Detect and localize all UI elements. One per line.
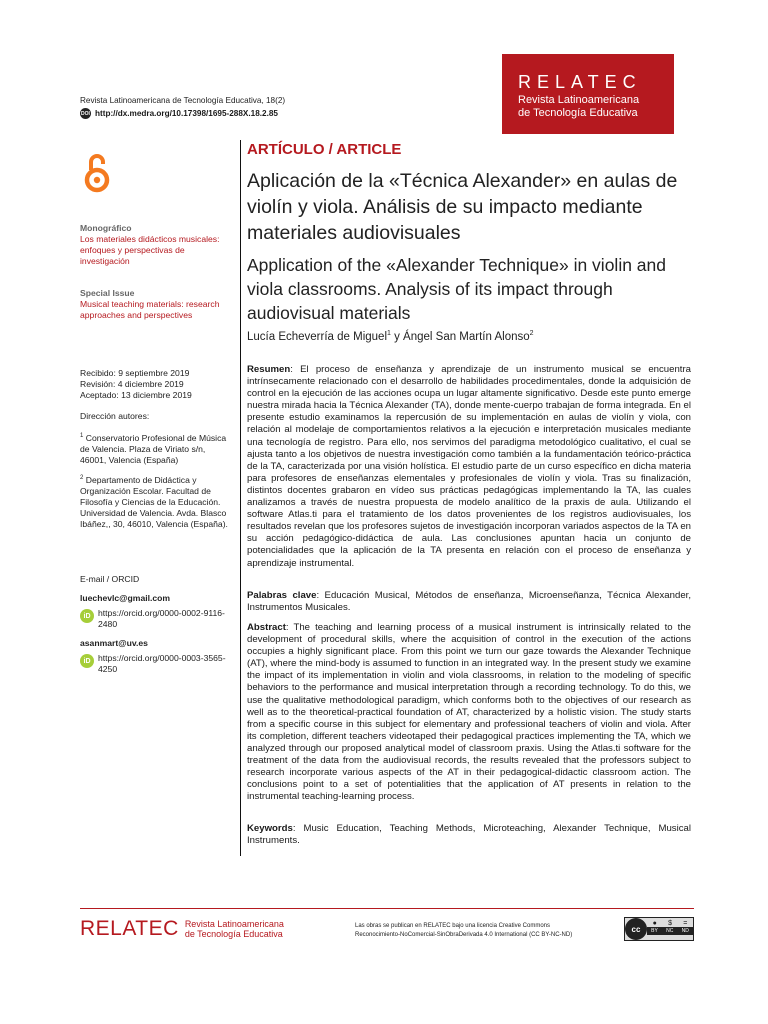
author-1: Lucía Echeverría de Miguel	[247, 330, 387, 343]
sidebar-contacts	[80, 574, 232, 675]
monografico-label: Monográfico	[80, 223, 132, 233]
palabras-clave	[247, 590, 691, 614]
relatec-logo	[502, 54, 674, 134]
footer-subtitle-1: Revista Latinoamericana	[184, 919, 284, 929]
author-2: Ángel San Martín Alonso	[403, 330, 530, 343]
creative-commons-icon[interactable]: cc ● $ = BY NC ND	[624, 917, 694, 941]
resumen-label: Resumen	[247, 364, 291, 375]
logo-brand: RELATEC	[518, 72, 642, 92]
doi-line[interactable]	[80, 108, 278, 119]
doi-link[interactable]: http://dx.medra.org/10.17398/1695-288X.18.2.85	[95, 109, 278, 118]
license-text: Las obras se publican en RELATEC bajo una licencia Creative Commons Reconocimiento-NoComercial-SinObraDerivada 4.0 International (CC BY-NC-ND)	[355, 923, 573, 938]
address-label: Dirección autores:	[80, 411, 150, 421]
keywords-text: : Music Education, Teaching Methods, Microteaching, Alexander Technique, Musical Instruments.	[247, 823, 691, 847]
footer-logo	[80, 917, 284, 941]
footer-divider	[80, 908, 694, 909]
special-issue-label: Special Issue	[80, 288, 135, 298]
accepted-date: Aceptado: 13 diciembre 2019	[80, 390, 192, 400]
orcid-1-row[interactable]	[80, 608, 232, 630]
sidebar-monografico	[80, 223, 232, 267]
resumen-text: : El proceso de enseñanza y aprendizaje de un instrumento musical se encuentra intrínsecamente relacionado con el desarrollo de habilidades procedimentales, donde la adquisición de control en la ejecución de las acciones ocupa un lugar altamente significativo. Desde este punto emerge nuestra mirada hacia la Técnica Alexander (TA), donde mente-cuerpo trabajan de forma integrada. En el presente estudio examinamos la repercusión de su implementación en aulas de violín y viola, con relación al modelaje de comportamientos relativos a la ejecución e interpretación musicales mediante una tecnología de registro. Para ello, nos servimos del paradigma metodológico cualitativo, el cual se ajusta tanto a los objetivos de nuestra investigación como también a la fundamentación teórico-práctica de la TA, caracterizada por una visión holística. El estudio parte de un curso específico en dicha materia para profesores de enseñanzas elementales y profesionales de violín y viola. Tras su finalización, distintos docentes grabaron en vídeo sus prácticas pedagógicas implementando la TA, las cuales analizamos a través de nuestra propuesta de modelo analítico de la praxis de aula. Utilizando el software Atlas.ti para el tratamiento de los datos provenientes de los registros audiovisuales, los resultados revelan que los profesores sujetos de investigación incorporan variados aspectos de la TA en su acción pedagógico-didáctica de aula. Las conclusiones apuntan hacia un conjunto de potencialidades que la aplicación de la TA presenta en relación con el proceso de enseñanza y aprendizaje instrumental.	[247, 364, 691, 569]
abstract	[247, 622, 691, 803]
email-orcid-label: E-mail / ORCID	[80, 574, 140, 584]
orcid-2-row[interactable]	[80, 653, 232, 675]
email-1[interactable]: luechevlc@gmail.com	[80, 593, 171, 603]
authors: Lucía Echeverría de Miguel$^1$ y Ángel San Martín Alonso$^2$	[247, 330, 534, 343]
keywords-label: Keywords	[247, 823, 293, 834]
special-issue-text: Musical teaching materials: research approaches and perspectives	[80, 299, 220, 320]
sidebar-addresses	[80, 411, 232, 530]
column-divider	[240, 140, 241, 856]
email-2[interactable]: asanmart@uv.es	[80, 638, 148, 648]
article-type: ARTÍCULO / ARTICLE	[247, 141, 402, 158]
logo-subtitle-2: de Tecnología Educativa	[518, 107, 638, 119]
palabras-clave-label: Palabras clave	[247, 590, 317, 601]
received-date: Recibido: 9 septiembre 2019	[80, 368, 190, 378]
orcid-1-link[interactable]: https://orcid.org/0000-0002-9116-2480	[98, 608, 225, 629]
footer-brand: RELATEC	[80, 917, 179, 940]
title-spanish: Aplicación de la «Técnica Alexander» en aulas de violín y viola. Análisis de su impacto mediante materiales audiovisuales	[247, 170, 678, 244]
palabras-clave-text: : Educación Musical, Métodos de enseñanza, Microenseñanza, Técnica Alexander, Instrumentos Musicales.	[247, 590, 691, 614]
orcid-2-link[interactable]: https://orcid.org/0000-0003-3565-4250	[98, 653, 226, 674]
orcid-icon: iD	[80, 609, 94, 623]
monografico-text: Los materiales didácticos musicales: enfoques y perspectivas de investigación	[80, 234, 220, 266]
address-1: $^1$ Conservatorio Profesional de Música de Valencia. Plaza de Viriato s/n, 46001, Valencia (España)	[80, 432, 227, 465]
sidebar-dates	[80, 368, 232, 401]
abstract-label: Abstract	[247, 622, 286, 633]
address-2: $^2$ Departamento de Didáctica y Organización Escolar. Facultad de Filosofía y Ciencias de la Educación. Universidad de Valencia. Avda. Blasco Ibáñez,, 30, 46010, Valencia (España).	[80, 474, 228, 529]
footer-subtitle-2: de Tecnología Educativa	[184, 929, 283, 939]
title-english: Application of the «Alexander Technique» in violin and viola classrooms. Analysis of its impact through audiovisual materials	[247, 255, 667, 323]
doi-icon: DOI	[80, 108, 91, 119]
logo-subtitle-1: Revista Latinoamericana	[518, 94, 640, 106]
open-access-icon	[82, 152, 112, 194]
journal-reference: Revista Latinoamericana de Tecnología Educativa, 18(2)	[80, 96, 286, 105]
abstract-text: : The teaching and learning process of a musical instrument is intrinsically related to the development of procedural skills, where the acquisition of control in the execution of the actions occupies a highly significant place. From this point we turn our gaze towards the Alexander Technique (AT), where the mind-body is assumed to function in an integrated way. In the present study we examine the impact of its implementation in violin and viola classrooms, in relation to the modeling of specific behaviors to the performance and musical interpretation through a recording technology. To do this, we use the qualitative methodological paradigm, which conforms both to the objectives of our research as well as to the theoretical-practical foundation of AT, characterized by a holistic vision. The study starts from a specific course in this subject for elementary and professional teachers of violin and viola. After its completion, different teachers videotaped their pedagogical practices implementing the TA, which we analyzed through our proposed analytical model of classroom praxis. Using the Atlas.ti software for the treatment of the data from the audiovisual records, the results revealed that the professors subject to research incorporate various aspects of the AT in their pedagogical-didactic classroom action. The conclusions point to a set of potentialities that the application of AT presents in relation to the instrumental teaching-learning process.	[247, 622, 691, 803]
revised-date: Revisión: 4 diciembre 2019	[80, 379, 184, 389]
keywords	[247, 823, 691, 847]
sidebar-special-issue	[80, 288, 232, 321]
resumen	[247, 364, 691, 570]
orcid-icon: iD	[80, 654, 94, 668]
